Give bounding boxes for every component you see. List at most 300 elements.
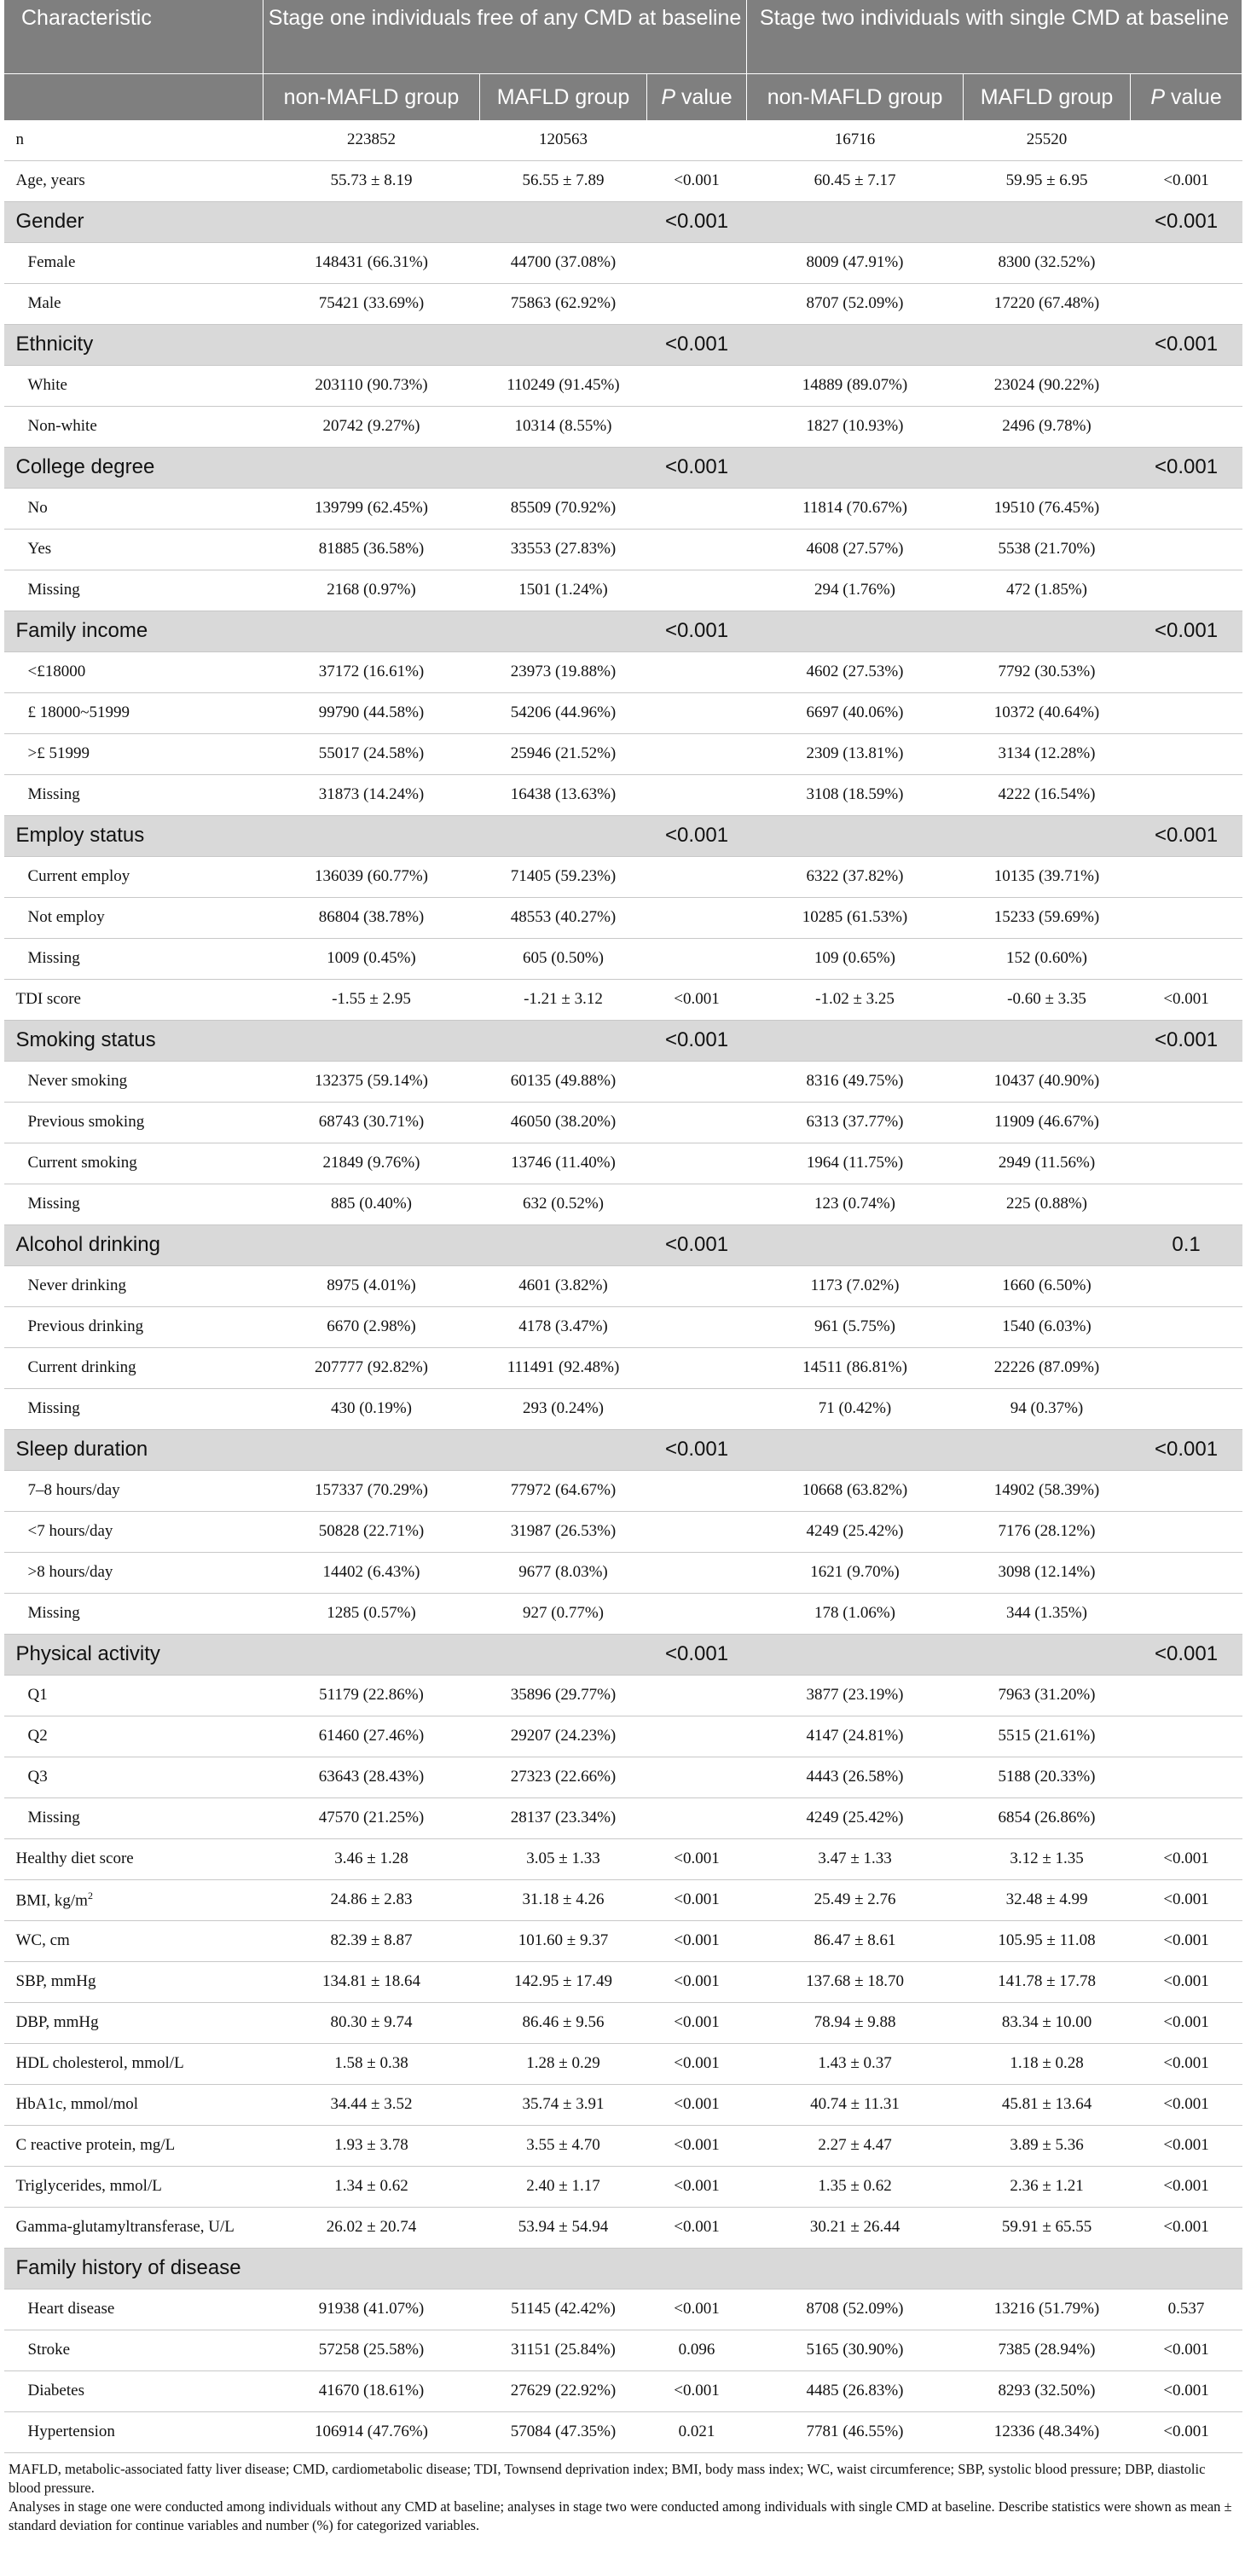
cell-s1-p-value: <0.001 <box>647 160 747 201</box>
cell-s1-non-mafld <box>263 324 480 365</box>
row-label <box>4 774 263 815</box>
row-label-text: Missing <box>27 785 80 803</box>
cell-s1-non-mafld <box>263 815 480 856</box>
row-label-text: Never smoking <box>27 1072 128 1090</box>
table-footnotes <box>3 2453 1242 2535</box>
cell-s1-non-mafld: 1.34 ± 0.62 <box>263 2166 480 2207</box>
row-label-text: <£18000 <box>27 663 86 680</box>
row-label-text: <7 hours/day <box>27 1522 113 1540</box>
table-row <box>4 1306 1242 1347</box>
cell-s1-p-value: <0.001 <box>647 1020 747 1061</box>
row-label-text: Heart disease <box>27 2300 115 2318</box>
cell-s1-p-value: 0.096 <box>647 2330 747 2370</box>
cell-s2-mafld: 19510 (76.45%) <box>964 488 1131 529</box>
cell-s1-p-value <box>647 2248 747 2289</box>
cell-s1-mafld: 3.55 ± 4.70 <box>480 2125 647 2166</box>
cell-s1-non-mafld <box>263 2248 480 2289</box>
cell-s2-p-value <box>1131 1675 1242 1716</box>
cell-s2-mafld: 472 (1.85%) <box>964 570 1131 611</box>
cell-s2-p-value <box>1131 1265 1242 1306</box>
header-s1-p-value <box>647 73 747 120</box>
cell-s2-p-value <box>1131 1470 1242 1511</box>
cell-s2-p-value <box>1131 283 1242 324</box>
cell-s1-non-mafld: 86804 (38.78%) <box>263 897 480 938</box>
cell-s1-non-mafld: 106914 (47.76%) <box>263 2411 480 2452</box>
row-label <box>4 1552 263 1593</box>
cell-s1-mafld: 35.74 ± 3.91 <box>480 2084 647 2125</box>
row-label-text: College degree <box>15 455 155 478</box>
cell-s2-mafld <box>964 815 1131 856</box>
cell-s1-p-value <box>647 1265 747 1306</box>
row-label <box>4 160 263 201</box>
row-label <box>4 1184 263 1224</box>
cell-s2-p-value <box>1131 1593 1242 1634</box>
row-label-text: Never drinking <box>27 1276 127 1294</box>
cell-s1-mafld: 28137 (23.34%) <box>480 1797 647 1838</box>
header-s2-p-value <box>1131 73 1242 120</box>
table-row <box>4 1061 1242 1102</box>
cell-s1-non-mafld: 3.46 ± 1.28 <box>263 1838 480 1879</box>
table-row <box>4 897 1242 938</box>
cell-s2-mafld: 225 (0.88%) <box>964 1184 1131 1224</box>
row-label-text: Not employ <box>27 908 105 926</box>
cell-s2-mafld: 344 (1.35%) <box>964 1593 1131 1634</box>
table-row <box>4 1552 1242 1593</box>
row-label <box>4 2248 263 2289</box>
cell-s1-p-value: <0.001 <box>647 1879 747 1920</box>
cell-s1-mafld: 85509 (70.92%) <box>480 488 647 529</box>
cell-s2-p-value: <0.001 <box>1131 815 1242 856</box>
cell-s2-non-mafld: 123 (0.74%) <box>747 1184 964 1224</box>
table-row <box>4 2370 1242 2411</box>
cell-s1-non-mafld <box>263 201 480 242</box>
cell-s1-non-mafld: 26.02 ± 20.74 <box>263 2207 480 2248</box>
cell-s1-p-value <box>647 1593 747 1634</box>
cell-s2-non-mafld: 1621 (9.70%) <box>747 1552 964 1593</box>
cell-s2-non-mafld: 71 (0.42%) <box>747 1388 964 1429</box>
cell-s1-mafld: 23973 (19.88%) <box>480 651 647 692</box>
row-label-text: Gender <box>15 210 84 233</box>
cell-s2-p-value: <0.001 <box>1131 1920 1242 1961</box>
cell-s1-mafld <box>480 201 647 242</box>
cell-s2-non-mafld: 2309 (13.81%) <box>747 733 964 774</box>
cell-s2-mafld: 10135 (39.71%) <box>964 856 1131 897</box>
cell-s2-mafld: 2.36 ± 1.21 <box>964 2166 1131 2207</box>
cell-s1-p-value <box>647 1347 747 1388</box>
cell-s2-mafld: 13216 (51.79%) <box>964 2289 1131 2330</box>
row-label-text: Gamma-glutamyltransferase, U/L <box>15 2218 235 2236</box>
row-label-text: Diabetes <box>27 2382 84 2399</box>
cell-s1-non-mafld: 132375 (59.14%) <box>263 1061 480 1102</box>
cell-s1-mafld <box>480 2248 647 2289</box>
cell-s1-non-mafld: 21849 (9.76%) <box>263 1143 480 1184</box>
cell-s1-mafld: 120563 <box>480 120 647 161</box>
cell-s1-mafld <box>480 1634 647 1675</box>
cell-s1-p-value <box>647 406 747 447</box>
cell-s2-non-mafld: 25.49 ± 2.76 <box>747 1879 964 1920</box>
row-label-text: Current employ <box>27 867 130 885</box>
cell-s2-mafld: 1.18 ± 0.28 <box>964 2043 1131 2084</box>
cell-s1-mafld <box>480 611 647 651</box>
cell-s2-non-mafld: 7781 (46.55%) <box>747 2411 964 2452</box>
header-stage-one: Stage one individuals free of any CMD at baseline <box>263 0 747 73</box>
cell-s1-non-mafld: 75421 (33.69%) <box>263 283 480 324</box>
cell-s2-p-value <box>1131 1102 1242 1143</box>
cell-s2-mafld <box>964 2248 1131 2289</box>
cell-s1-non-mafld: 203110 (90.73%) <box>263 365 480 406</box>
cell-s1-non-mafld: 24.86 ± 2.83 <box>263 1879 480 1920</box>
cell-s1-p-value <box>647 1470 747 1511</box>
cell-s2-mafld: 6854 (26.86%) <box>964 1797 1131 1838</box>
cell-s1-non-mafld: 55.73 ± 8.19 <box>263 160 480 201</box>
row-label <box>4 2289 263 2330</box>
cell-s2-non-mafld <box>747 447 964 488</box>
cell-s1-non-mafld: 57258 (25.58%) <box>263 2330 480 2370</box>
cell-s2-mafld: 5538 (21.70%) <box>964 529 1131 570</box>
cell-s2-p-value <box>1131 570 1242 611</box>
table-row <box>4 1388 1242 1429</box>
cell-s2-non-mafld: 30.21 ± 26.44 <box>747 2207 964 2248</box>
cell-s2-p-value: <0.001 <box>1131 2125 1242 2166</box>
cell-s1-mafld: 1501 (1.24%) <box>480 570 647 611</box>
row-label-text: £ 18000~51999 <box>27 703 130 721</box>
cell-s1-p-value: <0.001 <box>647 2207 747 2248</box>
row-label <box>4 815 263 856</box>
section-row <box>4 1020 1242 1061</box>
cell-s2-non-mafld: 4249 (25.42%) <box>747 1797 964 1838</box>
table-row <box>4 365 1242 406</box>
cell-s1-mafld: 142.95 ± 17.49 <box>480 1961 647 2002</box>
table-row <box>4 1838 1242 1879</box>
cell-s2-non-mafld: 109 (0.65%) <box>747 938 964 979</box>
row-label <box>4 2002 263 2043</box>
cell-s2-p-value: <0.001 <box>1131 1634 1242 1675</box>
cell-s2-non-mafld: 1964 (11.75%) <box>747 1143 964 1184</box>
cell-s2-mafld: 83.34 ± 10.00 <box>964 2002 1131 2043</box>
cell-s1-p-value <box>647 529 747 570</box>
table-row <box>4 2125 1242 2166</box>
row-label-text: Previous smoking <box>27 1113 145 1131</box>
cell-s2-mafld: 3.89 ± 5.36 <box>964 2125 1131 2166</box>
cell-s2-p-value: <0.001 <box>1131 2002 1242 2043</box>
cell-s2-mafld <box>964 447 1131 488</box>
row-label-text: Triglycerides, mmol/L <box>15 2177 162 2195</box>
row-label <box>4 1143 263 1184</box>
footnote-abbreviations: MAFLD, metabolic-associated fatty liver disease; CMD, cardiometabolic disease; TDI, Townsend deprivation index; BMI, body mass index; WC, waist circumference; SBP, systolic blood pressure; DBP, diastolic blood pressure. <box>9 2460 1206 2496</box>
cell-s1-p-value: <0.001 <box>647 2084 747 2125</box>
cell-s2-mafld: 2496 (9.78%) <box>964 406 1131 447</box>
row-label <box>4 1961 263 2002</box>
cell-s1-mafld: 35896 (29.77%) <box>480 1675 647 1716</box>
baseline-characteristics-table <box>3 0 1242 2453</box>
cell-s1-mafld: 54206 (44.96%) <box>480 692 647 733</box>
cell-s1-mafld: 33553 (27.83%) <box>480 529 647 570</box>
cell-s1-p-value <box>647 283 747 324</box>
cell-s1-mafld: 51145 (42.42%) <box>480 2289 647 2330</box>
row-label-text: Employ status <box>15 824 145 847</box>
row-label-text: Previous drinking <box>27 1317 144 1335</box>
row-label-text: Q3 <box>27 1768 48 1786</box>
table-row <box>4 1593 1242 1634</box>
table-row <box>4 120 1242 161</box>
table-row <box>4 1920 1242 1961</box>
cell-s1-mafld: 29207 (24.23%) <box>480 1716 647 1757</box>
row-label <box>4 1224 263 1265</box>
row-label <box>4 1061 263 1102</box>
row-label-text: HDL cholesterol, mmol/L <box>15 2054 184 2072</box>
cell-s2-p-value: <0.001 <box>1131 2207 1242 2248</box>
cell-s2-non-mafld: 294 (1.76%) <box>747 570 964 611</box>
cell-s1-p-value: <0.001 <box>647 815 747 856</box>
cell-s2-non-mafld: 178 (1.06%) <box>747 1593 964 1634</box>
cell-s1-non-mafld: 50828 (22.71%) <box>263 1511 480 1552</box>
cell-s1-mafld: 605 (0.50%) <box>480 938 647 979</box>
row-label-text: Healthy diet score <box>15 1850 134 1867</box>
cell-s2-p-value: <0.001 <box>1131 2043 1242 2084</box>
table-row <box>4 1470 1242 1511</box>
row-label <box>4 611 263 651</box>
header-blank <box>4 73 263 120</box>
table-row <box>4 488 1242 529</box>
cell-s1-p-value <box>647 1757 747 1797</box>
cell-s1-p-value: <0.001 <box>647 201 747 242</box>
cell-s1-non-mafld: 68743 (30.71%) <box>263 1102 480 1143</box>
cell-s2-mafld: -0.60 ± 3.35 <box>964 979 1131 1020</box>
cell-s2-p-value: 0.537 <box>1131 2289 1242 2330</box>
cell-s2-non-mafld: 1173 (7.02%) <box>747 1265 964 1306</box>
table-row <box>4 692 1242 733</box>
cell-s1-mafld: 86.46 ± 9.56 <box>480 2002 647 2043</box>
cell-s1-non-mafld: 1.93 ± 3.78 <box>263 2125 480 2166</box>
cell-s1-mafld: 75863 (62.92%) <box>480 283 647 324</box>
row-label-text: Sleep duration <box>15 1438 148 1461</box>
table-body <box>4 120 1242 2453</box>
row-label-text: Missing <box>27 1604 80 1622</box>
cell-s1-non-mafld: 34.44 ± 3.52 <box>263 2084 480 2125</box>
cell-s2-mafld <box>964 611 1131 651</box>
row-label <box>4 1102 263 1143</box>
table-row <box>4 2002 1242 2043</box>
cell-s1-mafld: 13746 (11.40%) <box>480 1143 647 1184</box>
row-label <box>4 692 263 733</box>
row-label <box>4 201 263 242</box>
row-label <box>4 651 263 692</box>
cell-s1-mafld: 31.18 ± 4.26 <box>480 1879 647 1920</box>
cell-s2-p-value <box>1131 897 1242 938</box>
cell-s2-p-value <box>1131 733 1242 774</box>
cell-s2-p-value <box>1131 692 1242 733</box>
cell-s1-p-value <box>647 692 747 733</box>
table-row <box>4 2330 1242 2370</box>
table-row <box>4 774 1242 815</box>
cell-s2-non-mafld: 4608 (27.57%) <box>747 529 964 570</box>
cell-s2-p-value <box>1131 1388 1242 1429</box>
cell-s1-non-mafld: 47570 (21.25%) <box>263 1797 480 1838</box>
cell-s1-non-mafld: 91938 (41.07%) <box>263 2289 480 2330</box>
cell-s1-p-value: <0.001 <box>647 2166 747 2207</box>
row-label-text: HbA1c, mmol/mol <box>15 2095 139 2113</box>
table-row <box>4 1757 1242 1797</box>
row-label <box>4 283 263 324</box>
cell-s2-mafld: 17220 (67.48%) <box>964 283 1131 324</box>
cell-s2-mafld: 5188 (20.33%) <box>964 1757 1131 1797</box>
cell-s2-p-value <box>1131 1184 1242 1224</box>
table-row <box>4 856 1242 897</box>
cell-s2-p-value: <0.001 <box>1131 1429 1242 1470</box>
row-label <box>4 365 263 406</box>
cell-s2-mafld: 7176 (28.12%) <box>964 1511 1131 1552</box>
cell-s1-p-value: <0.001 <box>647 1961 747 2002</box>
row-label-text: n <box>15 130 24 148</box>
cell-s2-p-value <box>1131 406 1242 447</box>
cell-s1-mafld: 293 (0.24%) <box>480 1388 647 1429</box>
row-label-text: Missing <box>27 1809 80 1826</box>
cell-s1-non-mafld <box>263 447 480 488</box>
cell-s1-non-mafld: 885 (0.40%) <box>263 1184 480 1224</box>
cell-s2-non-mafld <box>747 1224 964 1265</box>
cell-s2-mafld: 4222 (16.54%) <box>964 774 1131 815</box>
table-row <box>4 1102 1242 1143</box>
cell-s2-p-value: <0.001 <box>1131 324 1242 365</box>
row-label <box>4 1920 263 1961</box>
table-row <box>4 938 1242 979</box>
table-row <box>4 733 1242 774</box>
section-row <box>4 1634 1242 1675</box>
row-label-text: Missing <box>27 1399 80 1417</box>
row-label <box>4 733 263 774</box>
cell-s1-non-mafld: 207777 (92.82%) <box>263 1347 480 1388</box>
cell-s1-p-value: 0.021 <box>647 2411 747 2452</box>
row-label-text: No <box>27 499 48 517</box>
cell-s1-p-value <box>647 1388 747 1429</box>
cell-s1-mafld: -1.21 ± 3.12 <box>480 979 647 1020</box>
cell-s2-non-mafld <box>747 1020 964 1061</box>
cell-s2-non-mafld: 8707 (52.09%) <box>747 283 964 324</box>
cell-s2-mafld <box>964 201 1131 242</box>
table-row <box>4 406 1242 447</box>
cell-s1-mafld: 31151 (25.84%) <box>480 2330 647 2370</box>
header-stage-two: Stage two individuals with single CMD at baseline <box>747 0 1242 73</box>
cell-s2-non-mafld: 4249 (25.42%) <box>747 1511 964 1552</box>
cell-s2-non-mafld: 3877 (23.19%) <box>747 1675 964 1716</box>
row-label-text: Missing <box>27 581 80 599</box>
cell-s1-mafld: 60135 (49.88%) <box>480 1061 647 1102</box>
cell-s2-mafld: 10372 (40.64%) <box>964 692 1131 733</box>
cell-s2-mafld <box>964 1634 1131 1675</box>
row-label-text: Family income <box>15 619 148 642</box>
cell-s1-non-mafld: 1285 (0.57%) <box>263 1593 480 1634</box>
table-container <box>3 0 1242 2535</box>
cell-s1-mafld: 2.40 ± 1.17 <box>480 2166 647 2207</box>
cell-s1-non-mafld: 134.81 ± 18.64 <box>263 1961 480 2002</box>
cell-s2-p-value: <0.001 <box>1131 1838 1242 1879</box>
row-label-text: Ethnicity <box>15 333 94 356</box>
cell-s2-p-value <box>1131 488 1242 529</box>
row-label <box>4 1838 263 1879</box>
row-label <box>4 2207 263 2248</box>
cell-s2-p-value: <0.001 <box>1131 1020 1242 1061</box>
row-label-text: WC, cm <box>15 1931 70 1949</box>
cell-s2-p-value <box>1131 651 1242 692</box>
row-label-text: Current smoking <box>27 1154 137 1172</box>
cell-s2-mafld: 8293 (32.50%) <box>964 2370 1131 2411</box>
cell-s2-p-value: <0.001 <box>1131 2330 1242 2370</box>
cell-s2-mafld: 25520 <box>964 120 1131 161</box>
cell-s2-non-mafld: 16716 <box>747 120 964 161</box>
row-label <box>4 406 263 447</box>
cell-s2-non-mafld: -1.02 ± 3.25 <box>747 979 964 1020</box>
cell-s2-mafld: 23024 (90.22%) <box>964 365 1131 406</box>
cell-s2-mafld: 7385 (28.94%) <box>964 2330 1131 2370</box>
cell-s1-non-mafld: -1.55 ± 2.95 <box>263 979 480 1020</box>
cell-s2-mafld: 7792 (30.53%) <box>964 651 1131 692</box>
row-label <box>4 1675 263 1716</box>
p-rest: value <box>675 84 733 109</box>
table-row <box>4 529 1242 570</box>
cell-s1-mafld: 57084 (47.35%) <box>480 2411 647 2452</box>
cell-s2-non-mafld: 14511 (86.81%) <box>747 1347 964 1388</box>
cell-s1-non-mafld: 139799 (62.45%) <box>263 488 480 529</box>
row-label <box>4 1797 263 1838</box>
cell-s2-p-value: <0.001 <box>1131 1879 1242 1920</box>
cell-s2-non-mafld: 961 (5.75%) <box>747 1306 964 1347</box>
cell-s1-mafld: 16438 (13.63%) <box>480 774 647 815</box>
row-label-text: Missing <box>27 949 80 967</box>
cell-s1-non-mafld: 1009 (0.45%) <box>263 938 480 979</box>
cell-s2-mafld: 12336 (48.34%) <box>964 2411 1131 2452</box>
cell-s2-non-mafld <box>747 324 964 365</box>
cell-s2-mafld: 105.95 ± 11.08 <box>964 1920 1131 1961</box>
cell-s2-mafld: 10437 (40.90%) <box>964 1061 1131 1102</box>
row-label <box>4 2330 263 2370</box>
table-row <box>4 242 1242 283</box>
cell-s2-non-mafld: 40.74 ± 11.31 <box>747 2084 964 2125</box>
cell-s1-mafld <box>480 324 647 365</box>
cell-s2-non-mafld: 2.27 ± 4.47 <box>747 2125 964 2166</box>
cell-s1-p-value <box>647 1184 747 1224</box>
row-label <box>4 1634 263 1675</box>
cell-s2-non-mafld <box>747 1634 964 1675</box>
cell-s1-p-value <box>647 897 747 938</box>
row-label <box>4 1757 263 1797</box>
cell-s2-p-value <box>1131 1347 1242 1388</box>
row-label <box>4 1347 263 1388</box>
cell-s1-p-value: <0.001 <box>647 2289 747 2330</box>
cell-s1-mafld: 77972 (64.67%) <box>480 1470 647 1511</box>
cell-s1-non-mafld: 1.58 ± 0.38 <box>263 2043 480 2084</box>
table-row <box>4 1675 1242 1716</box>
row-label-text: 7–8 hours/day <box>27 1481 120 1499</box>
header-s2-non-mafld: non-MAFLD group <box>747 73 964 120</box>
cell-s1-p-value: <0.001 <box>647 1224 747 1265</box>
cell-s1-non-mafld: 55017 (24.58%) <box>263 733 480 774</box>
row-label-text: Q1 <box>27 1686 48 1704</box>
row-label <box>4 1879 263 1920</box>
cell-s1-p-value: <0.001 <box>647 1429 747 1470</box>
cell-s2-non-mafld: 10285 (61.53%) <box>747 897 964 938</box>
cell-s1-p-value: <0.001 <box>647 611 747 651</box>
cell-s2-non-mafld <box>747 611 964 651</box>
row-label <box>4 1020 263 1061</box>
cell-s1-p-value <box>647 1143 747 1184</box>
cell-s2-mafld: 45.81 ± 13.64 <box>964 2084 1131 2125</box>
cell-s1-mafld: 27323 (22.66%) <box>480 1757 647 1797</box>
table-row <box>4 979 1242 1020</box>
row-label <box>4 120 263 161</box>
cell-s2-p-value <box>1131 1511 1242 1552</box>
cell-s1-non-mafld: 31873 (14.24%) <box>263 774 480 815</box>
cell-s2-mafld: 59.95 ± 6.95 <box>964 160 1131 201</box>
